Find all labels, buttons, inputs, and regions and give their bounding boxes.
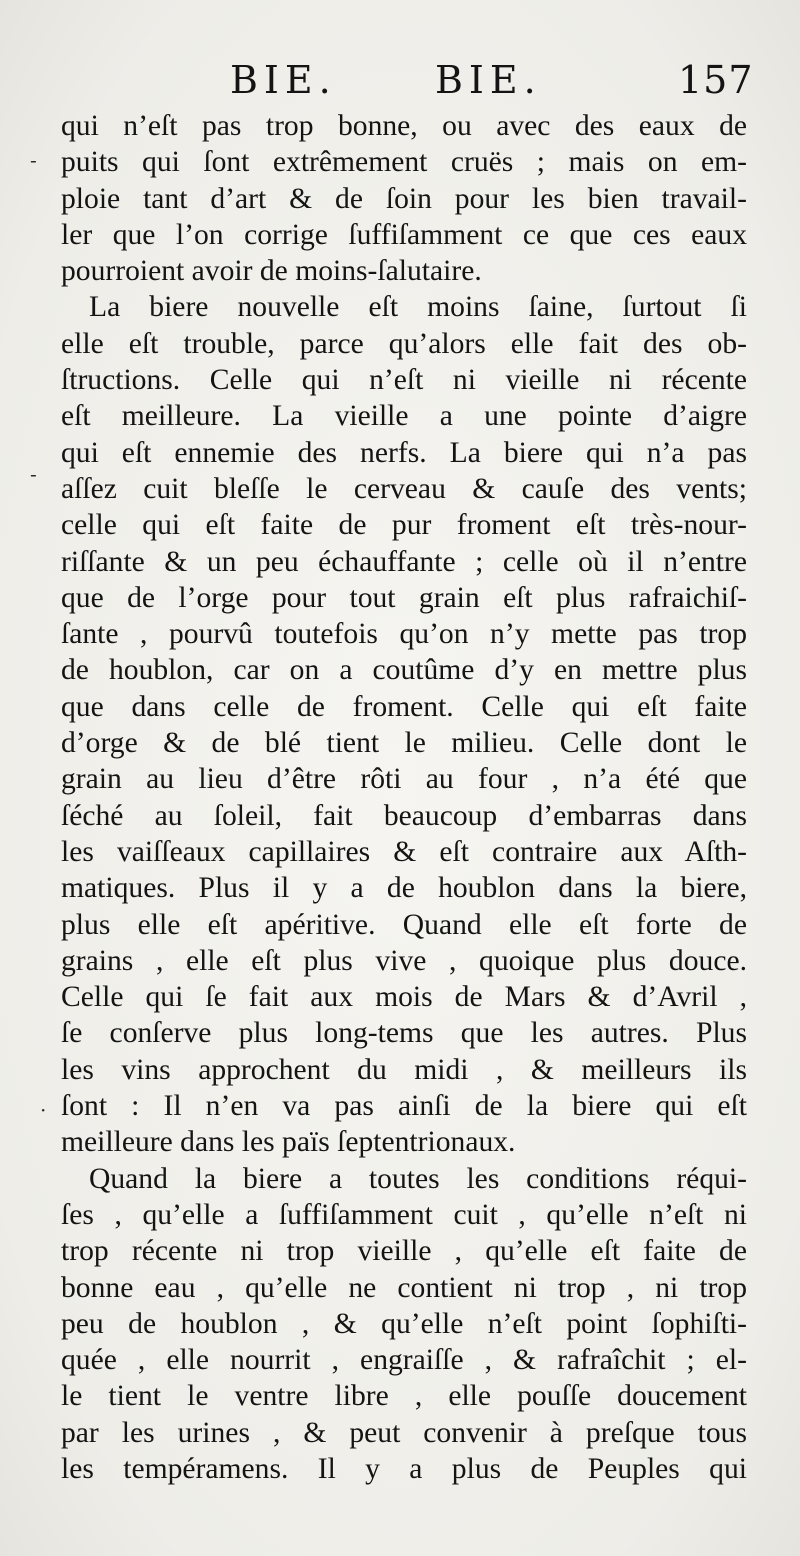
text-line: riſſante & un peu échauffante ; celle où il n’entre — [61, 545, 747, 578]
text-line: le tient le ventre libre , elle pouſſe doucement — [61, 1380, 747, 1413]
text-line: les vaiſſeaux capillaires & eſt contraire aux Aſth- — [61, 835, 747, 868]
text-line: grains , elle eſt plus vive , quoique plus douce. — [61, 944, 747, 977]
text-line: de houblon, car on a coutûme d’y en mettre plus — [61, 654, 747, 687]
margin-dot-mark: · — [40, 1098, 47, 1122]
running-header — [60, 58, 760, 114]
text-line: ſéché au ſoleil, fait beaucoup d’embarras dans — [61, 799, 747, 832]
text-line: les vins approchent du midi , & meilleurs ils — [61, 1053, 747, 1086]
text-line: qui eſt ennemie des nerfs. La biere qui n’a pas — [61, 436, 747, 469]
text-line: que de l’orge pour tout grain eſt plus rafraichiſ- — [61, 581, 747, 614]
text-line: pourroient avoir de moins-ſalutaire. — [61, 255, 482, 288]
text-line: celle qui eſt faite de pur froment eſt très-nour- — [61, 509, 747, 542]
running-head-right: BIE. — [435, 58, 542, 102]
text-line: plus elle eſt apéritive. Quand elle eſt forte de — [61, 908, 747, 941]
text-line: Quand la biere a toutes les conditions réqui- — [89, 1162, 747, 1195]
text-line: ſont : Il n’en va pas ainſi de la biere qui eſt — [61, 1090, 747, 1123]
text-line: ſes , qu’elle a ſuffiſamment cuit , qu’elle n’eſt ni — [61, 1198, 747, 1231]
text-line: ſtructions. Celle qui n’eſt ni vieille ni récente — [61, 364, 747, 397]
text-line: trop récente ni trop vieille , qu’elle eſt faite de — [61, 1235, 747, 1268]
text-line: ler que l’on corrige ſuffiſamment ce que ces eaux — [61, 218, 747, 251]
body-text — [61, 108, 747, 1487]
text-line: peu de houblon , & qu’elle n’eſt point ſophiſti- — [61, 1307, 747, 1340]
text-line: aſſez cuit bleſſe le cerveau & cauſe des vents; — [61, 472, 747, 505]
text-line: ſante , pourvû toutefois qu’on n’y mette pas trop — [61, 618, 747, 651]
text-line: que dans celle de froment. Celle qui eſt faite — [61, 690, 747, 723]
margin-dash-mark: - — [30, 148, 37, 172]
text-line: bonne eau , qu’elle ne contient ni trop , ni trop — [61, 1271, 747, 1304]
text-line: quée , elle nourrit , engraiſſe , & rafraîchit ; el- — [61, 1344, 747, 1377]
text-line: ploie tant d’art & de ſoin pour les bien travail- — [61, 182, 747, 215]
text-line: meilleure dans les païs ſeptentrionaux. — [61, 1126, 516, 1159]
text-line: les tempéramens. Il y a plus de Peuples qui — [61, 1452, 747, 1485]
running-head-left: BIE. — [230, 58, 337, 102]
text-line: ſe conſerve plus long-tems que les autres. Plus — [61, 1017, 747, 1050]
text-line: eſt meilleure. La vieille a une pointe d’aigre — [61, 400, 747, 433]
text-line: par les urines , & peut convenir à preſque tous — [61, 1416, 747, 1449]
page-number: 157 — [678, 58, 754, 102]
text-line: d’orge & de blé tient le milieu. Celle dont le — [61, 727, 747, 760]
text-line: Celle qui ſe fait aux mois de Mars & d’Avril , — [61, 981, 747, 1014]
text-line: grain au lieu d’être rôti au four , n’a été que — [61, 763, 747, 796]
text-line: qui n’eſt pas trop bonne, ou avec des eaux de — [61, 110, 747, 142]
text-line: La biere nouvelle eſt moins ſaine, ſurtout ſi — [89, 291, 747, 324]
text-line: elle eſt trouble, parce qu’alors elle fait des ob- — [61, 327, 747, 360]
text-line: matiques. Plus il y a de houblon dans la biere, — [61, 872, 747, 905]
margin-dash-mark: - — [30, 462, 37, 486]
text-line: puits qui ſont extrêmement cruës ; mais on em- — [61, 146, 747, 179]
